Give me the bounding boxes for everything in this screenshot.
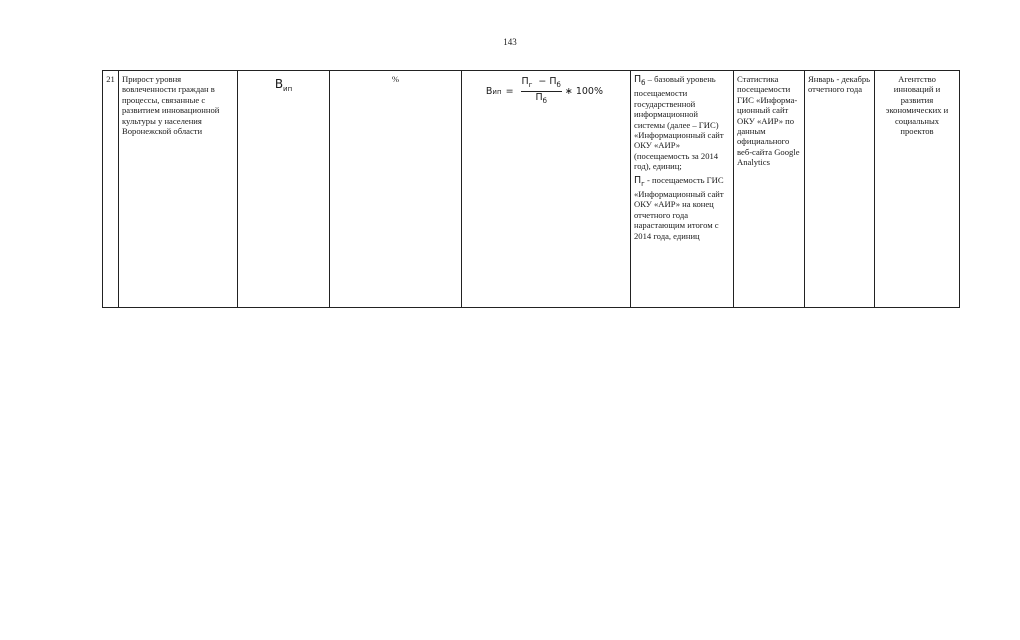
data-source: Статистика посещаемости ГИС «Информа-ционный сайт ОКУ «АИР» по данным официального веб-сайта Google Analytics <box>734 71 805 308</box>
indicator-symbol-cell <box>238 71 330 308</box>
page-number: 143 <box>503 37 517 47</box>
formula-fraction: $\frac{П_г - П_б}{П_б}$ <box>521 76 561 106</box>
reporting-period: Январь - декабрь отчетного года <box>805 71 875 308</box>
unit-of-measure: % <box>330 71 462 308</box>
responsible-agency: Агентство инноваций и развития экономических и социальных проектов <box>875 71 960 308</box>
row-number: 21 <box>103 71 119 308</box>
calculation-formula: B ип = $\frac{П_г - П_б}{П_б}$ ∗ 100% <box>485 76 603 106</box>
indicator-symbol: $B_{ип}$ <box>274 77 293 93</box>
indicator-table <box>102 70 960 308</box>
indicator-name: Прирост уровня вовлеченности граждан в процессы, связанные с развитием инновационной культуры у населения Воронежской области <box>119 71 238 308</box>
definition-current-attendance: $П_г$ - посещаемость ГИС «Информационный сайт ОКУ «АИР» на конец отчетного года нарастающим итогом с 2014 года, единиц <box>634 174 724 241</box>
definition-base-level: $П_б$ – базовый уровень посещаемости государственной информационной системы (далее – ГИС) «Информационный сайт ОКУ «АИР» (посещаемость за 2014 год), единиц; <box>634 74 724 172</box>
table-row <box>103 71 960 308</box>
variable-definitions <box>631 71 734 308</box>
formula-cell <box>462 71 631 308</box>
